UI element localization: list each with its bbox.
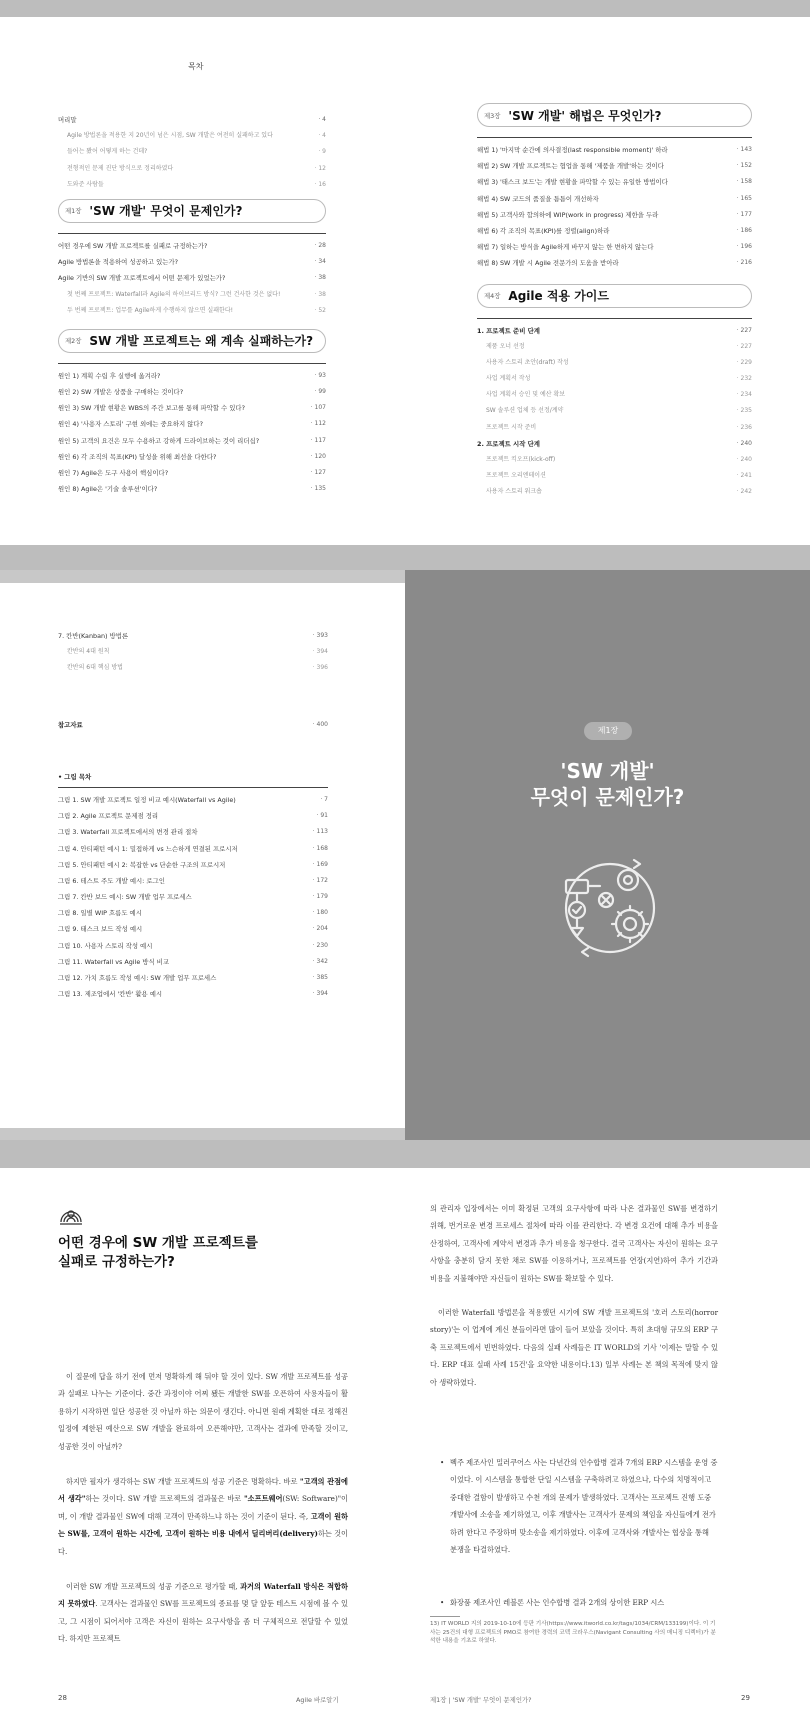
toc-figure-page-number: · 91	[316, 812, 328, 820]
page-number-left: 28	[58, 1694, 67, 1702]
toc-figure-page-number: · 204	[312, 925, 328, 933]
toc-ch4-page-number: · 235	[736, 407, 752, 415]
footnote: 13) IT WORLD 지의 2019-10-10에 등판 기사(https://www.itworld.co.kr/tags/1034/CRM/133199)이다. 이 기사는 25건의 대형 프로젝트의 PMO로 참여한 경력의 코텍 크라우스(Navigant Consulting 사의 매니징 디렉터)가 분석한 내용을 기초로 하였다.	[430, 1621, 716, 1644]
footnote-rule	[430, 1616, 460, 1617]
toc-figure-title: 그림 10. 사용자 스토리 작성 예시	[58, 941, 153, 950]
toc-ch3-title: 해법 6) 각 조직의 목표(KPI)를 정렬(align)하라	[477, 226, 610, 235]
toc-ch3-page-number: · 177	[736, 210, 752, 218]
toc-ch4-title: 프로젝트 시작 준비	[486, 423, 537, 431]
paragraph-2: 하지만 필자가 생각하는 SW 개발 프로젝트의 성공 기준은 명확하다. 바로 "고객의 관점에서 생각"하는 것이다. SW 개발 프로젝트의 결과물은 바로 "소프트웨어(SW: Software)"이며, 이 개발 결과물인 SW에 대해 고객이 만족하느냐 하는 것이 기준이 된다. 즉, 고객이 원하는 SW를, 고객이 원하는 시간에, 고객이 원하는 비용 내에서 딜리버리(delivery)하는 것이다.	[58, 1477, 348, 1556]
toc-ch1-row[interactable]	[58, 287, 326, 303]
running-header-left: Agile 바로알기	[296, 1696, 339, 1704]
toc-ch2-row[interactable]	[58, 465, 326, 481]
toc-ch2-title: 원인 6) 각 조직의 목표(KPI) 달성을 위해 최선을 다한다?	[58, 452, 217, 461]
toc-ch2-page-number: · 127	[310, 469, 326, 476]
toc-ch2-page-number: · 120	[310, 452, 326, 460]
toc-ch2-title: 원인 3) SW 개발 현황은 WBS의 주간 보고를 통해 파악할 수 있다?	[58, 404, 245, 413]
toc-preface-row[interactable]	[58, 177, 326, 193]
toc-ch4-row[interactable]	[477, 468, 752, 484]
toc-figure-page-number: · 113	[312, 828, 328, 836]
toc-ch4-row[interactable]	[477, 323, 752, 339]
divider	[58, 363, 326, 364]
paragraph-1: 이 질문에 답을 하기 전에 먼저 명확하게 해 둬야 할 것이 있다. SW 개발 프로젝트를 성공과 실패로 나누는 기준이다. 중간 과정이야 어찌 됐든 개발한 SW를 오픈하여 사용자들이 활용하기 시작하면 일단 성공한 것 아닐까 하는 의문이 생긴다. 아니면 원래 계획한 대로 정해진 일정에 제한된 예산으로 SW 개발을 완료하여 오픈해야만, 고객사는 결과에 만족할 것이고, 성공한 것이 아닐까?	[58, 1372, 348, 1451]
toc-appendix-title: 칸반의 4대 원칙	[67, 648, 110, 656]
toc-appendix-page-number: · 393	[312, 632, 328, 639]
paragraph-5: 이러한 Waterfall 방법론을 적용했던 시기에 SW 개발 프로젝트의 '호러 스토리(horror story)'는 이 업계에 계신 분들이라면 많이 들어 보았을 것이다. 특히 초대형 규모의 ERP 구축 프로젝트에서 빈번하였다. 다음의 실패 사례들은 IT WORLD의 기사 '이제는 말할 수 있다. ERP 대표 실패 사례 15건'을 요약한 내용이다.13) 일부 사례는 본 책의 목적에 맞지 않아 생략하였다.	[430, 1308, 718, 1387]
toc-ch2-row[interactable]	[58, 449, 326, 465]
toc-ch2-row[interactable]	[58, 384, 326, 400]
toc-figure-row[interactable]	[58, 970, 328, 986]
toc-ch4-title: 사용자 스토리 워크숍	[486, 488, 542, 496]
toc-ch1-row[interactable]	[58, 270, 326, 286]
toc-ch3-title: 해법 5) 고객사와 합의하에 WIP(work in progress) 제한을 두라	[477, 210, 659, 219]
toc-ch2-page-number: · 99	[314, 388, 326, 396]
toc-preface-row[interactable]	[58, 128, 326, 144]
toc-figure-row[interactable]	[58, 808, 328, 824]
toc-preface-title: 전형적인 문제 진단 방식으로 정리하였다	[67, 164, 174, 172]
toc-ch3-title: 해법 1) '마지막 순간에 의사결정(last responsible moment)' 하라	[477, 146, 668, 154]
toc-figure-page-number: · 342	[312, 957, 328, 965]
toc-figure-row[interactable]	[58, 841, 328, 857]
bullet-item-2: • 화장품 제조사인 레블론 사는 인수합병 결과 2개의 상이한 ERP 시스	[440, 1598, 665, 1607]
toc-ch3-row[interactable]	[477, 207, 752, 223]
toc-ch4-row[interactable]	[477, 387, 752, 403]
toc-preface-page-number: · 4	[318, 116, 326, 123]
toc-ch4-page-number: · 236	[736, 423, 752, 431]
toc-figure-page-number: · 179	[312, 893, 328, 901]
toc-appendix-row[interactable]	[58, 660, 328, 676]
toc-figure-row[interactable]	[58, 824, 328, 840]
toc-appendix-page-number: · 394	[312, 648, 328, 656]
toc-preface-page-number: · 16	[314, 180, 326, 188]
chapter-pill-4[interactable]: 제4장 Agile 적용 가이드	[477, 284, 752, 308]
toc-figure-title: 그림 8. 일별 WIP 흐름도 예시	[58, 909, 142, 918]
chapter-pill-2[interactable]: 제2장 SW 개발 프로젝트는 왜 계속 실패하는가?	[58, 329, 326, 353]
toc-ch2-row[interactable]	[58, 481, 326, 497]
toc-figures-page	[0, 583, 405, 1128]
toc-ch1-title: 어떤 경우에 SW 개발 프로젝트를 실패로 규정하는가?	[58, 241, 208, 250]
toc-heading: 목차	[188, 62, 204, 71]
toc-appendix-row[interactable]	[58, 628, 328, 644]
toc-ch1-page-number: · 34	[314, 258, 326, 266]
toc-ch3-title: 해법 4) SW 코드의 품질을 틈틈이 개선하자	[477, 194, 599, 203]
toc-ch1-title: Agile 방법론을 적용하여 성공하고 있는가?	[58, 258, 179, 267]
toc-ch1-title: 첫 번째 프로젝트: Waterfall과 Agile의 하이브리드 방식? 그런 건사한 것은 없다!	[67, 290, 281, 298]
paragraph-4: 의 관리자 입장에서는 이미 확정된 고객의 요구사항에 따라 나온 결과물인 SW를 변경하기 위해, 번거로운 변경 프로세스 절차에 따라 이를 관리한다. 각 변경 요건에 대해 추가 비용을 산정하여, 고객사에 계약서 변경과 추가 비용을 청구한다. 결국 고객사는 자신이 원하는 요구사항을 충분히 담지 못한 채로 SW를 이용하거나, 프로젝트를 연장(지연)하여 추가 기간과 비용을 지불해야만 자신들이 원하는 SW를 확보할 수 있다.	[430, 1204, 718, 1283]
page-separator	[0, 0, 810, 17]
toc-figure-row[interactable]	[58, 921, 328, 937]
toc-ch3-page-number: · 158	[736, 178, 752, 186]
toc-figure-page-number: · 172	[312, 876, 328, 884]
toc-ch1-title: 두 번째 프로젝트: 업무를 Agile하게 수행하지 않으면 실패한다!	[67, 306, 234, 314]
toc-figure-title: 그림 5. 안티패턴 예시 2: 복잡한 vs 단순한 구조의 프로시저	[58, 860, 226, 869]
toc-ch4-title: 1. 프로젝트 준비 단계	[477, 326, 540, 335]
toc-ch1-row[interactable]	[58, 254, 326, 270]
toc-preface-title: 들어는 봤어 어떻게 하는 건데?	[67, 148, 148, 156]
toc-spread	[0, 17, 810, 545]
toc-ch2-row[interactable]	[58, 400, 326, 416]
toc-figure-title: 그림 6. 테스트 주도 개발 예시: 로그인	[58, 876, 165, 885]
toc-ch3-row[interactable]	[477, 158, 752, 174]
toc-ch4-page-number: · 229	[736, 358, 752, 366]
toc-ch2-title: 원인 7) Agile은 도구 사용이 핵심이다?	[58, 469, 169, 477]
toc-ch4-page-number: · 227	[736, 326, 752, 334]
toc-ch4-title: SW 솔루션 업체 등 선정/계약	[486, 407, 564, 415]
toc-figure-page-number: · 7	[320, 795, 328, 803]
toc-ch1-page-number: · 38	[314, 274, 326, 282]
toc-figure-row[interactable]	[58, 873, 328, 889]
toc-preface-title: 도와준 사람들	[67, 180, 104, 188]
page-number-right: 29	[741, 1694, 750, 1702]
toc-ch2-page-number: · 112	[310, 420, 326, 428]
chapter-badge: 제1장	[584, 722, 632, 740]
toc-preface-row[interactable]	[58, 161, 326, 177]
toc-ch2-row[interactable]	[58, 368, 326, 384]
toc-figure-page-number: · 168	[312, 844, 328, 852]
toc-ch2-row[interactable]	[58, 433, 326, 449]
toc-figure-title: 그림 1. SW 개발 프로젝트 일정 비교 예시(Waterfall vs Agile)	[58, 795, 236, 804]
toc-appendix-title: 칸반의 6대 핵심 방법	[67, 664, 123, 672]
toc-right-column	[477, 103, 752, 501]
toc-preface-row[interactable]	[58, 112, 326, 128]
toc-ch3-page-number: · 196	[736, 243, 752, 251]
toc-ch2-title: 원인 1) 계획 수립 후 실행에 옮겨라?	[58, 371, 161, 380]
toc-figure-title: 그림 2. Agile 프로젝트 문제점 정리	[58, 812, 159, 821]
toc-figure-title: 그림 9. 태스크 보드 작성 예시	[58, 925, 143, 934]
toc-figure-row[interactable]	[58, 954, 328, 970]
divider	[477, 137, 752, 138]
toc-ch3-row[interactable]	[477, 223, 752, 239]
toc-figure-title: 그림 3. Waterfall 프로젝트에서의 변경 관리 절차	[58, 828, 198, 837]
toc-ch2-page-number: · 93	[314, 371, 326, 379]
section-heading: 어떤 경우에 SW 개발 프로젝트를 실패로 규정하는가?	[58, 1235, 258, 1270]
toc-ch4-page-number: · 232	[736, 375, 752, 383]
toc-ch4-row[interactable]	[477, 452, 752, 468]
toc-figure-page-number: · 394	[312, 990, 328, 998]
toc-ch3-row[interactable]	[477, 142, 752, 158]
toc-ch3-page-number: · 186	[736, 226, 752, 234]
figure-list-heading: • 그림 목차	[58, 772, 92, 781]
toc-ch3-title: 해법 8) SW 개발 시 Agile 전문가의 도움을 받아라	[477, 259, 619, 268]
toc-figure-row[interactable]	[58, 905, 328, 921]
toc-ch4-page-number: · 234	[736, 391, 752, 399]
body-page-left	[0, 1168, 405, 1728]
toc-ch3-page-number: · 216	[736, 259, 752, 267]
chapter-title: 'SW 개발' 무엇이 문제인가?	[530, 759, 685, 809]
toc-figure-page-number: · 180	[312, 909, 328, 917]
toc-ch1-page-number: · 28	[314, 241, 326, 249]
toc-ch4-title: 사업 계획서 승인 및 예산 확보	[486, 391, 566, 399]
toc-ch2-title: 원인 4) '사용자 스토리' 구현 외에는 중요하지 않다?	[58, 420, 203, 429]
divider	[58, 233, 326, 234]
toc-ch4-page-number: · 240	[736, 456, 752, 463]
toc-ch4-row[interactable]	[477, 371, 752, 387]
toc-ch3-page-number: · 152	[736, 162, 752, 170]
toc-ch4-title: 사용자 스토리 초안(draft) 작성	[486, 358, 569, 366]
toc-appendix-page-number: · 396	[312, 664, 328, 672]
toc-ch4-row[interactable]	[477, 484, 752, 500]
toc-ch3-row[interactable]	[477, 255, 752, 271]
toc-ch4-title: 제품 오너 선정	[486, 342, 525, 350]
toc-ch3-title: 해법 2) SW 개발 프로젝트는 협업을 통해 '제품을 개발'하는 것이다	[477, 162, 664, 171]
toc-ch2-title: 원인 8) Agile은 '기술 솔루션'이다?	[58, 485, 158, 494]
toc-appendix-row[interactable]	[58, 644, 328, 660]
paragraph-3: 이러한 SW 개발 프로젝트의 성공 기준으로 평가할 때, 과거의 Waterfall 방식은 적합하지 못하였다. 고객사는 결과물인 SW를 프로젝트의 종료를 몇 달 앞둔 테스트 시점에 볼 수 있고, 그 시점이 되어서야 고객은 자신이 원하는 요구사항을 좀 더 구체적으로 전달할 수 있었다. 하지만 프로젝트	[58, 1582, 348, 1644]
toc-ch2-page-number: · 135	[310, 485, 326, 493]
toc-ch4-page-number: · 240	[736, 439, 752, 447]
running-header-right: 제1장 | 'SW 개발' 무엇이 문제인가?	[430, 1696, 532, 1704]
body-page-right	[405, 1168, 810, 1728]
toc-preface-page-number: · 4	[318, 132, 326, 140]
toc-ch4-title: 2. 프로젝트 시작 단계	[477, 439, 540, 448]
toc-ch2-title: 원인 5) 고객의 요건은 모두 수용하고 강하게 드라이브하는 것이 리더십?	[58, 436, 260, 445]
toc-preface-title: Agile 방법론을 적용한 지 20년이 넘은 시점, SW 개발은 여전히 실패하고 있다	[67, 132, 273, 140]
toc-ch4-row[interactable]	[477, 403, 752, 419]
chapter-pill-3[interactable]: 제3장 'SW 개발' 해법은 무엇인가?	[477, 103, 752, 127]
gear-flowchart-icon	[548, 840, 668, 970]
toc-ch3-title: 해법 3) '태스크 보드'는 개발 현황을 파악할 수 있는 유일한 방법이다	[477, 178, 668, 187]
toc-preface-row[interactable]	[58, 144, 326, 160]
toc-figure-row[interactable]	[58, 889, 328, 905]
toc-ch3-row[interactable]	[477, 174, 752, 190]
toc-ch4-title: 사업 계획서 작성	[486, 375, 531, 383]
toc-ch4-page-number: · 227	[736, 342, 752, 350]
toc-figure-page-number: · 169	[312, 860, 328, 868]
toc-ch4-title: 프로젝트 오리엔테이션	[486, 472, 546, 480]
divider	[58, 787, 328, 788]
toc-preface-page-number: · 12	[314, 164, 326, 172]
toc-figure-title: 그림 11. Waterfall vs Agile 방식 비교	[58, 957, 170, 966]
toc-figure-page-number: · 230	[312, 941, 328, 949]
toc-ch1-title: Agile 기반의 SW 개발 프로젝트에서 어떤 문제가 있었는가?	[58, 274, 226, 283]
toc-figure-row[interactable]	[58, 857, 328, 873]
toc-ch1-row[interactable]	[58, 303, 326, 319]
toc-ch1-page-number: · 52	[314, 306, 326, 314]
toc-ch4-title: 프로젝트 킥오프(kick-off)	[486, 456, 556, 463]
toc-preface-page-number: · 9	[318, 148, 326, 156]
toc-figure-title: 그림 13. 제조업에서 '칸반' 활용 예시	[58, 990, 163, 999]
fingerprint-gear-icon	[58, 1206, 84, 1226]
bullet-item-1: • 벡주 제조사인 밀러쿠어스 사는 다년간의 인수합병 결과 7개의 ERP 시스템을 운영 중이었다. 이 시스템을 통합한 단일 시스템을 구축하려고 하였으나, 다수의 치명적이고 중대한 결함이 발생하고 수천 개의 문제가 발생하였다. 고객사는 프로젝트 진행 도중 개발사에 소송을 제기하였고, 이후 개발사는 고객사가 문제의 책임을 자신들에게 전가하려 한다고 주장하며 맞소송을 제기하였다. 이후에 고객사와 개발사는 협상을 통해 분쟁을 타결하였다.	[440, 1458, 718, 1555]
toc-figure-title: 그림 7. 칸반 보드 예시: SW 개발 업무 프로세스	[58, 893, 192, 902]
toc-ch4-row[interactable]	[477, 436, 752, 452]
toc-figure-page-number: · 385	[312, 974, 328, 981]
toc-row-references[interactable]: 참고자료 · 400	[58, 720, 328, 729]
toc-figure-row[interactable]	[58, 792, 328, 808]
toc-ch4-page-number: · 241	[736, 472, 752, 480]
toc-ch3-row[interactable]	[477, 239, 752, 255]
toc-ch2-page-number: · 107	[310, 404, 326, 412]
toc-ch3-row[interactable]	[477, 191, 752, 207]
chapter-pill-1[interactable]: 제1장 'SW 개발' 무엇이 문제인가?	[58, 199, 326, 223]
toc-ch4-row[interactable]	[477, 339, 752, 355]
toc-figure-row[interactable]	[58, 938, 328, 954]
page-separator	[0, 1140, 810, 1168]
toc-figure-row[interactable]	[58, 986, 328, 1002]
toc-ch1-page-number: · 38	[314, 290, 326, 298]
toc-preface-title: 머리말	[58, 116, 77, 124]
toc-ch4-row[interactable]	[477, 355, 752, 371]
toc-left-column	[58, 112, 326, 497]
toc-ch4-row[interactable]	[477, 420, 752, 436]
page-separator	[0, 545, 810, 570]
toc2-column	[58, 628, 328, 1002]
divider	[477, 318, 752, 319]
toc-ch2-row[interactable]	[58, 416, 326, 432]
toc-ch3-page-number: · 165	[736, 194, 752, 202]
toc-ch2-title: 원인 2) SW 개발은 상품을 구매하는 것이다?	[58, 388, 184, 397]
chapter-opener-page	[405, 570, 810, 1140]
toc-figure-title: 그림 4. 안티패턴 예시 1: 밀접하게 vs 느슨하게 연결된 프로시저	[58, 844, 238, 853]
toc-ch4-page-number: · 242	[736, 488, 752, 496]
toc-appendix-title: 7. 칸반(Kanban) 방법론	[58, 632, 129, 640]
toc-ch3-page-number: · 143	[736, 146, 752, 153]
toc-ch2-page-number: · 117	[310, 436, 326, 444]
toc-ch3-title: 해법 7) 일하는 방식을 Agile하게 바꾸지 않는 한 변하지 않는다	[477, 243, 654, 252]
toc-ch1-row[interactable]	[58, 238, 326, 254]
toc-figure-title: 그림 12. 가치 흐름도 작성 예시: SW 개발 업무 프로세스	[58, 974, 217, 982]
